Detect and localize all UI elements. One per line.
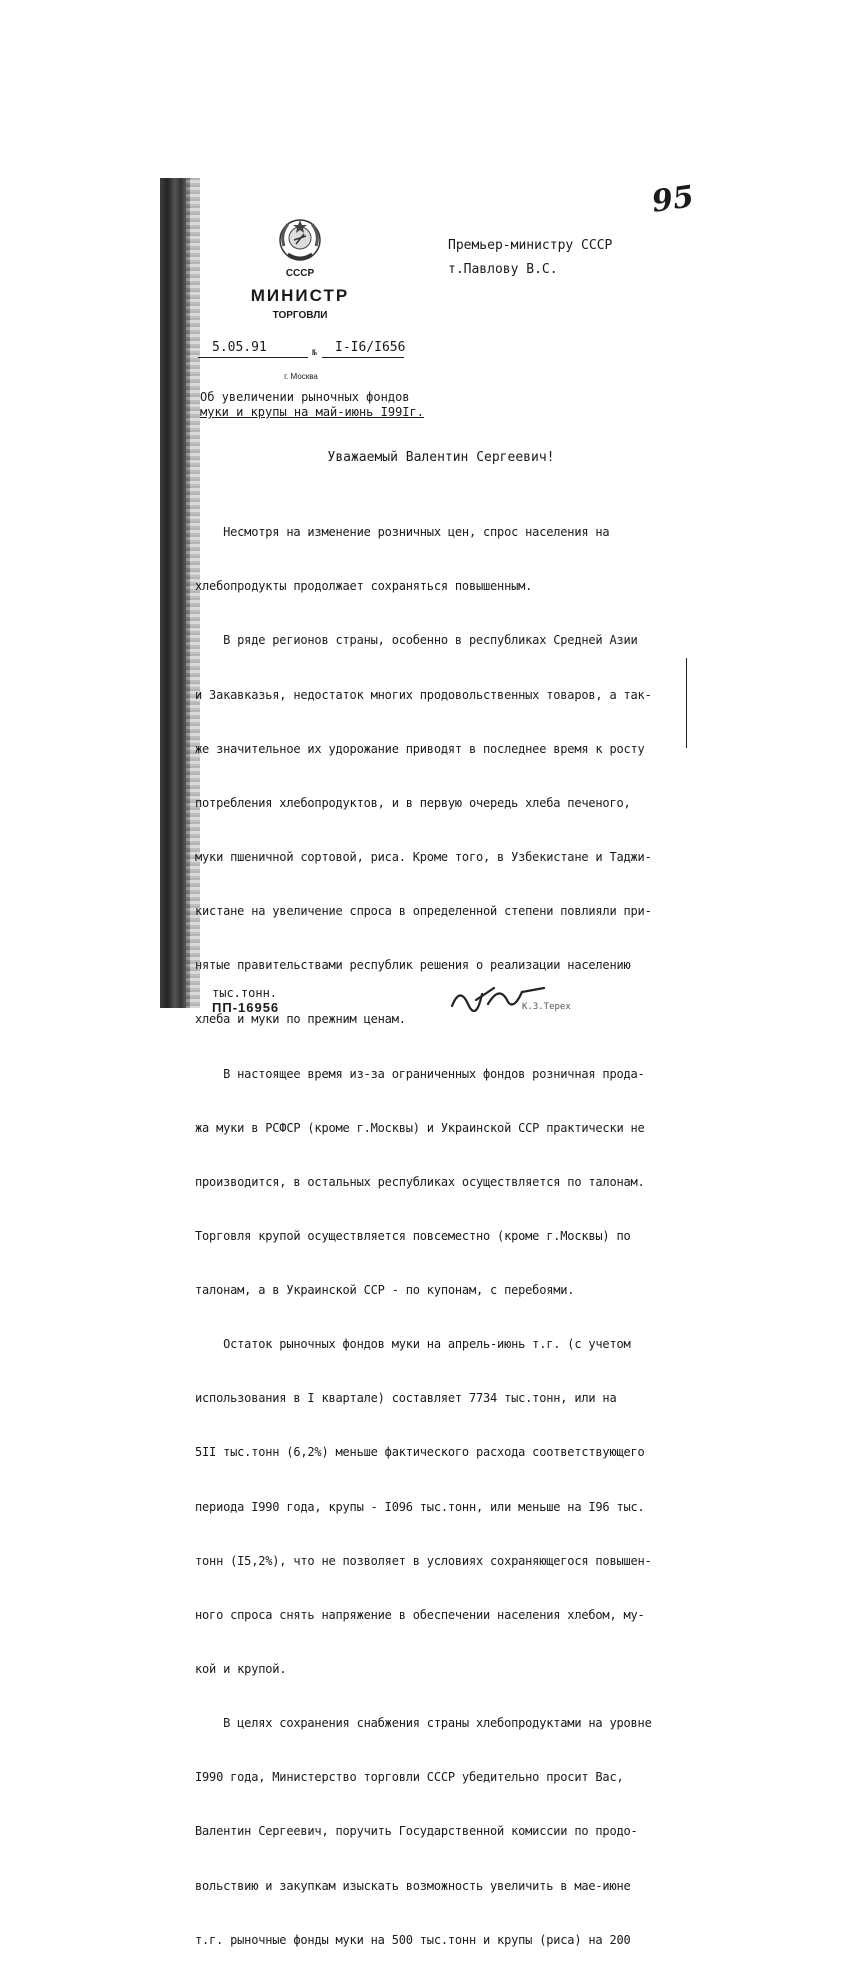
- body-line: жа муки в РСФСР (кроме г.Москвы) и Украинской ССР практически не: [195, 1120, 645, 1135]
- body-line: хлеба и муки по прежним ценам.: [195, 1012, 406, 1027]
- subject-line-1: Об увеличении рыночных фондов: [200, 390, 410, 404]
- margin-bracket-mark: [674, 658, 687, 748]
- document-date: 5.05.91: [212, 340, 267, 355]
- body-line: ного спроса снять напряжение в обеспечении населения хлебом, му-: [195, 1607, 645, 1622]
- body-line: Торговля крупой осуществляется повсеместно (кроме г.Москвы) по: [195, 1228, 631, 1243]
- body-line: В ряде регионов страны, особенно в республиках Средней Азии: [195, 633, 638, 648]
- body-line: 5II тыс.тонн (6,2%) меньше фактического расхода соответствующего: [195, 1445, 645, 1460]
- number-underline: [322, 357, 404, 358]
- body-line: кистане на увеличение спроса в определенной степени повлияли при-: [195, 904, 652, 919]
- body-line: нятые правительствами республик решения о реализации населению: [195, 958, 631, 973]
- letter-body: [195, 487, 675, 1967]
- addressee-line-1: Премьер-министру СССР: [448, 238, 613, 253]
- body-line: т.г. рыночные фонды муки на 500 тыс.тонн и крупы (риса) на 200: [195, 1932, 631, 1947]
- body-line: талонам, а в Украинской ССР - по купонам, с перебоями.: [195, 1283, 575, 1298]
- body-line: В целях сохранения снабжения страны хлебопродуктами на уровне: [195, 1716, 652, 1731]
- body-line: муки пшеничной сортовой, риса. Кроме того, в Узбекистане и Таджи-: [195, 849, 652, 864]
- letterhead-country: СССР: [285, 268, 315, 279]
- ussr-coat-of-arms-icon: [276, 216, 324, 264]
- body-line: Остаток рыночных фондов муки на апрель-июнь т.г. (с учетом: [195, 1337, 631, 1352]
- date-underline: [198, 357, 308, 358]
- body-line: периода I990 года, крупы - I096 тыс.тонн, или меньше на I96 тыс.: [195, 1499, 645, 1514]
- body-line: хлебопродукты продолжает сохраняться повышенным.: [195, 579, 533, 594]
- body-line: и Закавказья, недостаток многих продовольственных товаров, а так-: [195, 687, 652, 702]
- body-line: В настоящее время из-за ограниченных фондов розничная прода-: [195, 1066, 645, 1081]
- document-number: I-I6/I656: [335, 340, 406, 355]
- body-line: же значительное их удорожание приводят в последнее время к росту: [195, 741, 645, 756]
- document-city: г. Москва: [284, 372, 318, 381]
- letterhead-ministry: МИНИСТР: [250, 286, 350, 305]
- body-line: тонн (I5,2%), что не позволяет в условиях сохраняющегося повышен-: [195, 1553, 652, 1568]
- body-last-line: тыс.тонн.: [212, 986, 278, 1000]
- page-number: 95: [649, 179, 696, 220]
- footer-code: ПП-16956: [212, 1000, 280, 1015]
- addressee-line-2: т.Павлову В.С.: [448, 262, 558, 277]
- salutation: Уважаемый Валентин Сергеевич!: [327, 450, 555, 465]
- subject-line-2: муки и крупы на май-июнь I99Iг.: [200, 405, 424, 419]
- body-line: вольствию и закупкам изыскать возможность увеличить в мае-июне: [195, 1878, 631, 1893]
- body-line: использования в I квартале) составляет 7734 тыс.тонн, или на: [195, 1391, 617, 1406]
- number-sign: №: [312, 348, 317, 357]
- body-line: Несмотря на изменение розничных цен, спрос населения на: [195, 525, 610, 540]
- body-line: потребления хлебопродуктов, и в первую очередь хлеба печеного,: [195, 795, 631, 810]
- body-line: кой и крупой.: [195, 1662, 287, 1677]
- letterhead-department: ТОРГОВЛИ: [272, 310, 328, 321]
- body-line: I990 года, Министерство торговли СССР убедительно просит Вас,: [195, 1770, 624, 1785]
- body-line: производится, в остальных республиках осуществляется по талонам.: [195, 1174, 645, 1189]
- body-line: Валентин Сергеевич, поручить Государственной комиссии по продо-: [195, 1824, 638, 1839]
- signature-name: К.З.Терех: [522, 1002, 571, 1012]
